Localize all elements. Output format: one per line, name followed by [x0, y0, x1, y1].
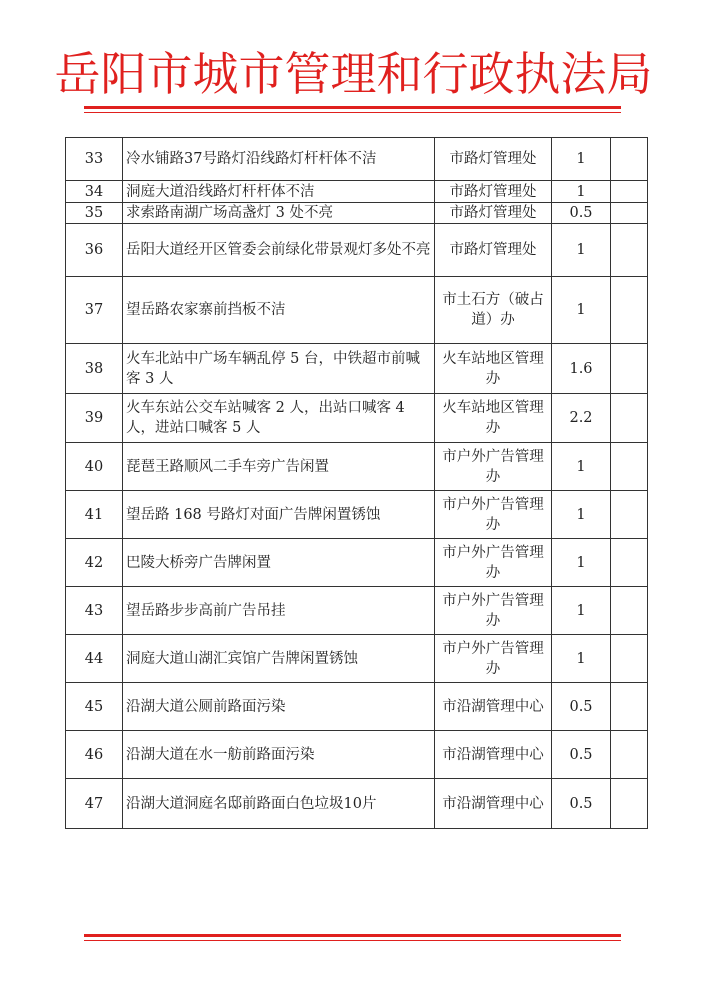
row-issue: 巴陵大桥旁广告牌闲置 — [123, 539, 435, 587]
row-score: 1 — [552, 587, 611, 635]
row-blank — [611, 138, 648, 181]
row-issue: 岳阳大道经开区管委会前绿化带景观灯多处不亮 — [123, 224, 435, 277]
inspection-table — [65, 137, 648, 829]
row-blank — [611, 181, 648, 203]
row-unit: 市户外广告管理办 — [435, 587, 552, 635]
row-unit: 市路灯管理处 — [435, 138, 552, 181]
row-unit: 火车站地区管理办 — [435, 394, 552, 443]
row-blank — [611, 277, 648, 344]
table-row — [66, 539, 648, 587]
row-unit: 市路灯管理处 — [435, 203, 552, 224]
row-number: 38 — [66, 344, 123, 394]
row-issue: 沿湖大道洞庭名邸前路面白色垃圾10片 — [123, 779, 435, 829]
table-row — [66, 181, 648, 203]
row-blank — [611, 491, 648, 539]
row-score: 2.2 — [552, 394, 611, 443]
row-issue: 琵琶王路顺风二手车旁广告闲置 — [123, 443, 435, 491]
row-blank — [611, 203, 648, 224]
table-row — [66, 635, 648, 683]
row-unit: 火车站地区管理办 — [435, 344, 552, 394]
row-issue: 洞庭大道山湖汇宾馆广告牌闲置锈蚀 — [123, 635, 435, 683]
footer-rule-thick — [84, 934, 621, 937]
row-unit: 市户外广告管理办 — [435, 635, 552, 683]
row-issue: 望岳路 168 号路灯对面广告牌闲置锈蚀 — [123, 491, 435, 539]
table-row — [66, 224, 648, 277]
row-blank — [611, 683, 648, 731]
row-number: 44 — [66, 635, 123, 683]
row-number: 36 — [66, 224, 123, 277]
row-number: 34 — [66, 181, 123, 203]
row-blank — [611, 779, 648, 829]
row-blank — [611, 539, 648, 587]
table-row — [66, 277, 648, 344]
row-issue: 洞庭大道沿线路灯杆杆体不洁 — [123, 181, 435, 203]
row-issue: 沿湖大道在水一舫前路面污染 — [123, 731, 435, 779]
row-number: 41 — [66, 491, 123, 539]
row-issue: 求索路南湖广场高盏灯 3 处不亮 — [123, 203, 435, 224]
row-issue: 火车北站中广场车辆乱停 5 台，中铁超市前喊客 3 人 — [123, 344, 435, 394]
row-number: 45 — [66, 683, 123, 731]
row-unit: 市土石方（破占道）办 — [435, 277, 552, 344]
row-number: 37 — [66, 277, 123, 344]
row-issue: 沿湖大道公厕前路面污染 — [123, 683, 435, 731]
row-number: 43 — [66, 587, 123, 635]
table-row — [66, 587, 648, 635]
header-rule-thin — [84, 112, 621, 113]
row-number: 39 — [66, 394, 123, 443]
row-blank — [611, 731, 648, 779]
row-blank — [611, 394, 648, 443]
row-score: 1 — [552, 181, 611, 203]
row-unit: 市户外广告管理办 — [435, 443, 552, 491]
row-score: 1.6 — [552, 344, 611, 394]
row-blank — [611, 344, 648, 394]
row-issue: 望岳路步步高前广告吊挂 — [123, 587, 435, 635]
row-number: 46 — [66, 731, 123, 779]
row-blank — [611, 224, 648, 277]
row-score: 0.5 — [552, 731, 611, 779]
table-row — [66, 443, 648, 491]
table-row — [66, 203, 648, 224]
row-score: 1 — [552, 138, 611, 181]
table-row — [66, 491, 648, 539]
table-row — [66, 394, 648, 443]
table-row — [66, 731, 648, 779]
row-score: 1 — [552, 224, 611, 277]
table-row — [66, 344, 648, 394]
row-number: 35 — [66, 203, 123, 224]
row-number: 42 — [66, 539, 123, 587]
row-issue: 冷水铺路37号路灯沿线路灯杆杆体不洁 — [123, 138, 435, 181]
row-number: 47 — [66, 779, 123, 829]
row-number: 40 — [66, 443, 123, 491]
row-unit: 市户外广告管理办 — [435, 491, 552, 539]
row-number: 33 — [66, 138, 123, 181]
row-blank — [611, 443, 648, 491]
row-score: 1 — [552, 539, 611, 587]
table-row — [66, 138, 648, 181]
table-row — [66, 779, 648, 829]
row-issue: 望岳路农家寨前挡板不洁 — [123, 277, 435, 344]
row-issue: 火车东站公交车站喊客 2 人，出站口喊客 4 人，进站口喊客 5 人 — [123, 394, 435, 443]
table-row — [66, 683, 648, 731]
header-rule-thick — [84, 106, 621, 109]
row-blank — [611, 587, 648, 635]
row-blank — [611, 635, 648, 683]
row-score: 1 — [552, 491, 611, 539]
row-unit: 市沿湖管理中心 — [435, 779, 552, 829]
row-unit: 市户外广告管理办 — [435, 539, 552, 587]
row-score: 0.5 — [552, 779, 611, 829]
row-score: 0.5 — [552, 203, 611, 224]
page-title: 岳阳市城市管理和行政执法局 — [54, 47, 653, 101]
row-unit: 市沿湖管理中心 — [435, 731, 552, 779]
footer-rule-thin — [84, 940, 621, 941]
row-unit: 市沿湖管理中心 — [435, 683, 552, 731]
row-score: 0.5 — [552, 683, 611, 731]
row-unit: 市路灯管理处 — [435, 224, 552, 277]
row-score: 1 — [552, 277, 611, 344]
row-score: 1 — [552, 635, 611, 683]
row-score: 1 — [552, 443, 611, 491]
row-unit: 市路灯管理处 — [435, 181, 552, 203]
